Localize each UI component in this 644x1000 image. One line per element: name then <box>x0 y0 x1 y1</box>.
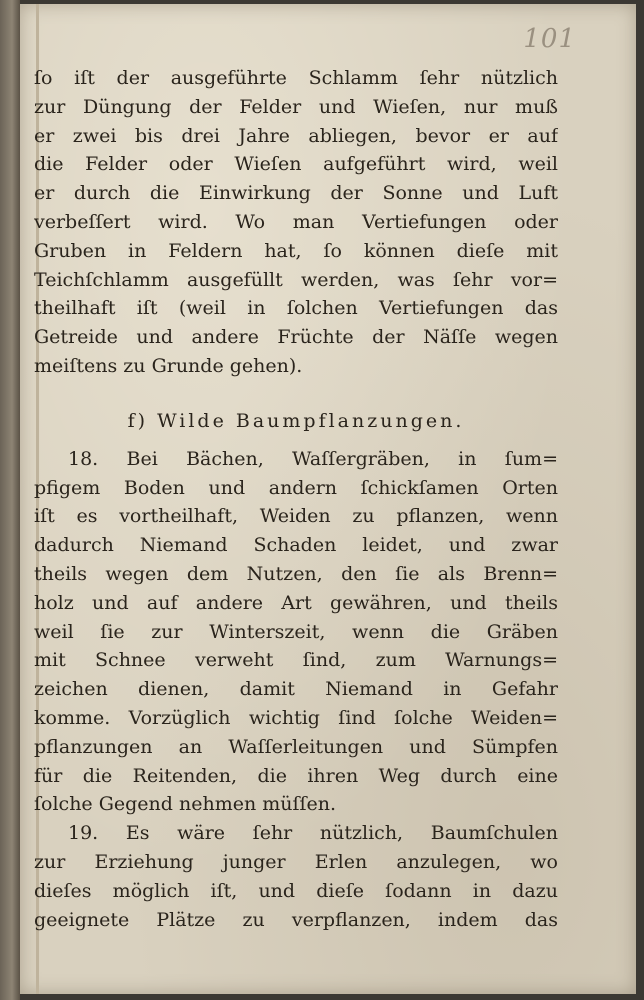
text-line: Getreide und andere Früchte der Näſſe wegen <box>34 326 558 349</box>
text-line: geeignete Plätze zu verpflanzen, indem das <box>34 908 558 931</box>
text-line: zur Düngung der Felder und Wieſen, nur muß <box>34 95 558 118</box>
text-line: theilhaft iſt (weil in ſolchen Vertiefungen das <box>34 297 558 320</box>
intro-paragraph <box>34 64 558 381</box>
text-line: ſolche Gegend nehmen müſſen. <box>34 793 337 816</box>
text-line: pfigem Boden und andern ſchickſamen Orten <box>34 476 558 499</box>
adjacent-page-edge <box>0 0 20 1000</box>
text-line: pflanzungen an Waſſerleitungen und Sümpfen <box>34 735 558 758</box>
section-heading: f) Wilde Baumpflanzungen. <box>127 409 465 432</box>
text-line: Teichſchlamm ausgefüllt werden, was ſehr vor= <box>34 268 558 291</box>
paragraph-18 <box>34 445 558 819</box>
text-line: iſt es vortheilhaft, Weiden zu pflanzen, wenn <box>34 505 558 528</box>
text-line: komme. Vorzüglich wichtig ſind ſolche Weiden= <box>34 706 558 729</box>
text-line: 19. Es wäre ſehr nützlich, Baumſchulen <box>68 822 558 845</box>
text-line: verbeſſert wird. Wo man Vertiefungen oder <box>34 210 558 233</box>
text-line: dadurch Niemand Schaden leidet, und zwar <box>34 534 558 557</box>
text-line: ſo iſt der ausgeführte Schlamm ſehr nützlich <box>34 67 558 89</box>
text-line: holz und auf andere Art gewähren, und theils <box>34 591 558 614</box>
text-line: für die Reitenden, die ihren Weg durch eine <box>34 764 558 787</box>
page-text <box>34 64 558 934</box>
text-line: die Felder oder Wieſen aufgeführt wird, weil <box>34 153 558 176</box>
text-line: er zwei bis drei Jahre abliegen, bevor er auf <box>34 124 558 147</box>
text-line: zur Erziehung junger Erlen anzulegen, wo <box>34 850 558 873</box>
paragraph-19 <box>34 819 558 934</box>
text-line: er durch die Einwirkung der Sonne und Luft <box>34 182 558 205</box>
text-line: meiſtens zu Grunde gehen). <box>34 354 303 377</box>
book-page <box>20 4 636 994</box>
text-line: theils wegen dem Nutzen, den ſie als Brenn= <box>34 562 558 585</box>
text-line: weil ſie zur Winterszeit, wenn die Gräben <box>34 620 558 643</box>
text-line: zeichen dienen, damit Niemand in Gefahr <box>34 678 558 701</box>
text-line: mit Schnee verweht ſind, zum Warnungs= <box>34 649 558 672</box>
page-number: 101 <box>523 24 576 54</box>
text-line: Gruben in Feldern hat, ſo können dieſe mit <box>34 239 558 262</box>
text-line: 18. Bei Bächen, Waſſergräben, in ſum= <box>68 447 558 470</box>
text-line: dieſes möglich iſt, und dieſe ſodann in dazu <box>34 879 558 902</box>
